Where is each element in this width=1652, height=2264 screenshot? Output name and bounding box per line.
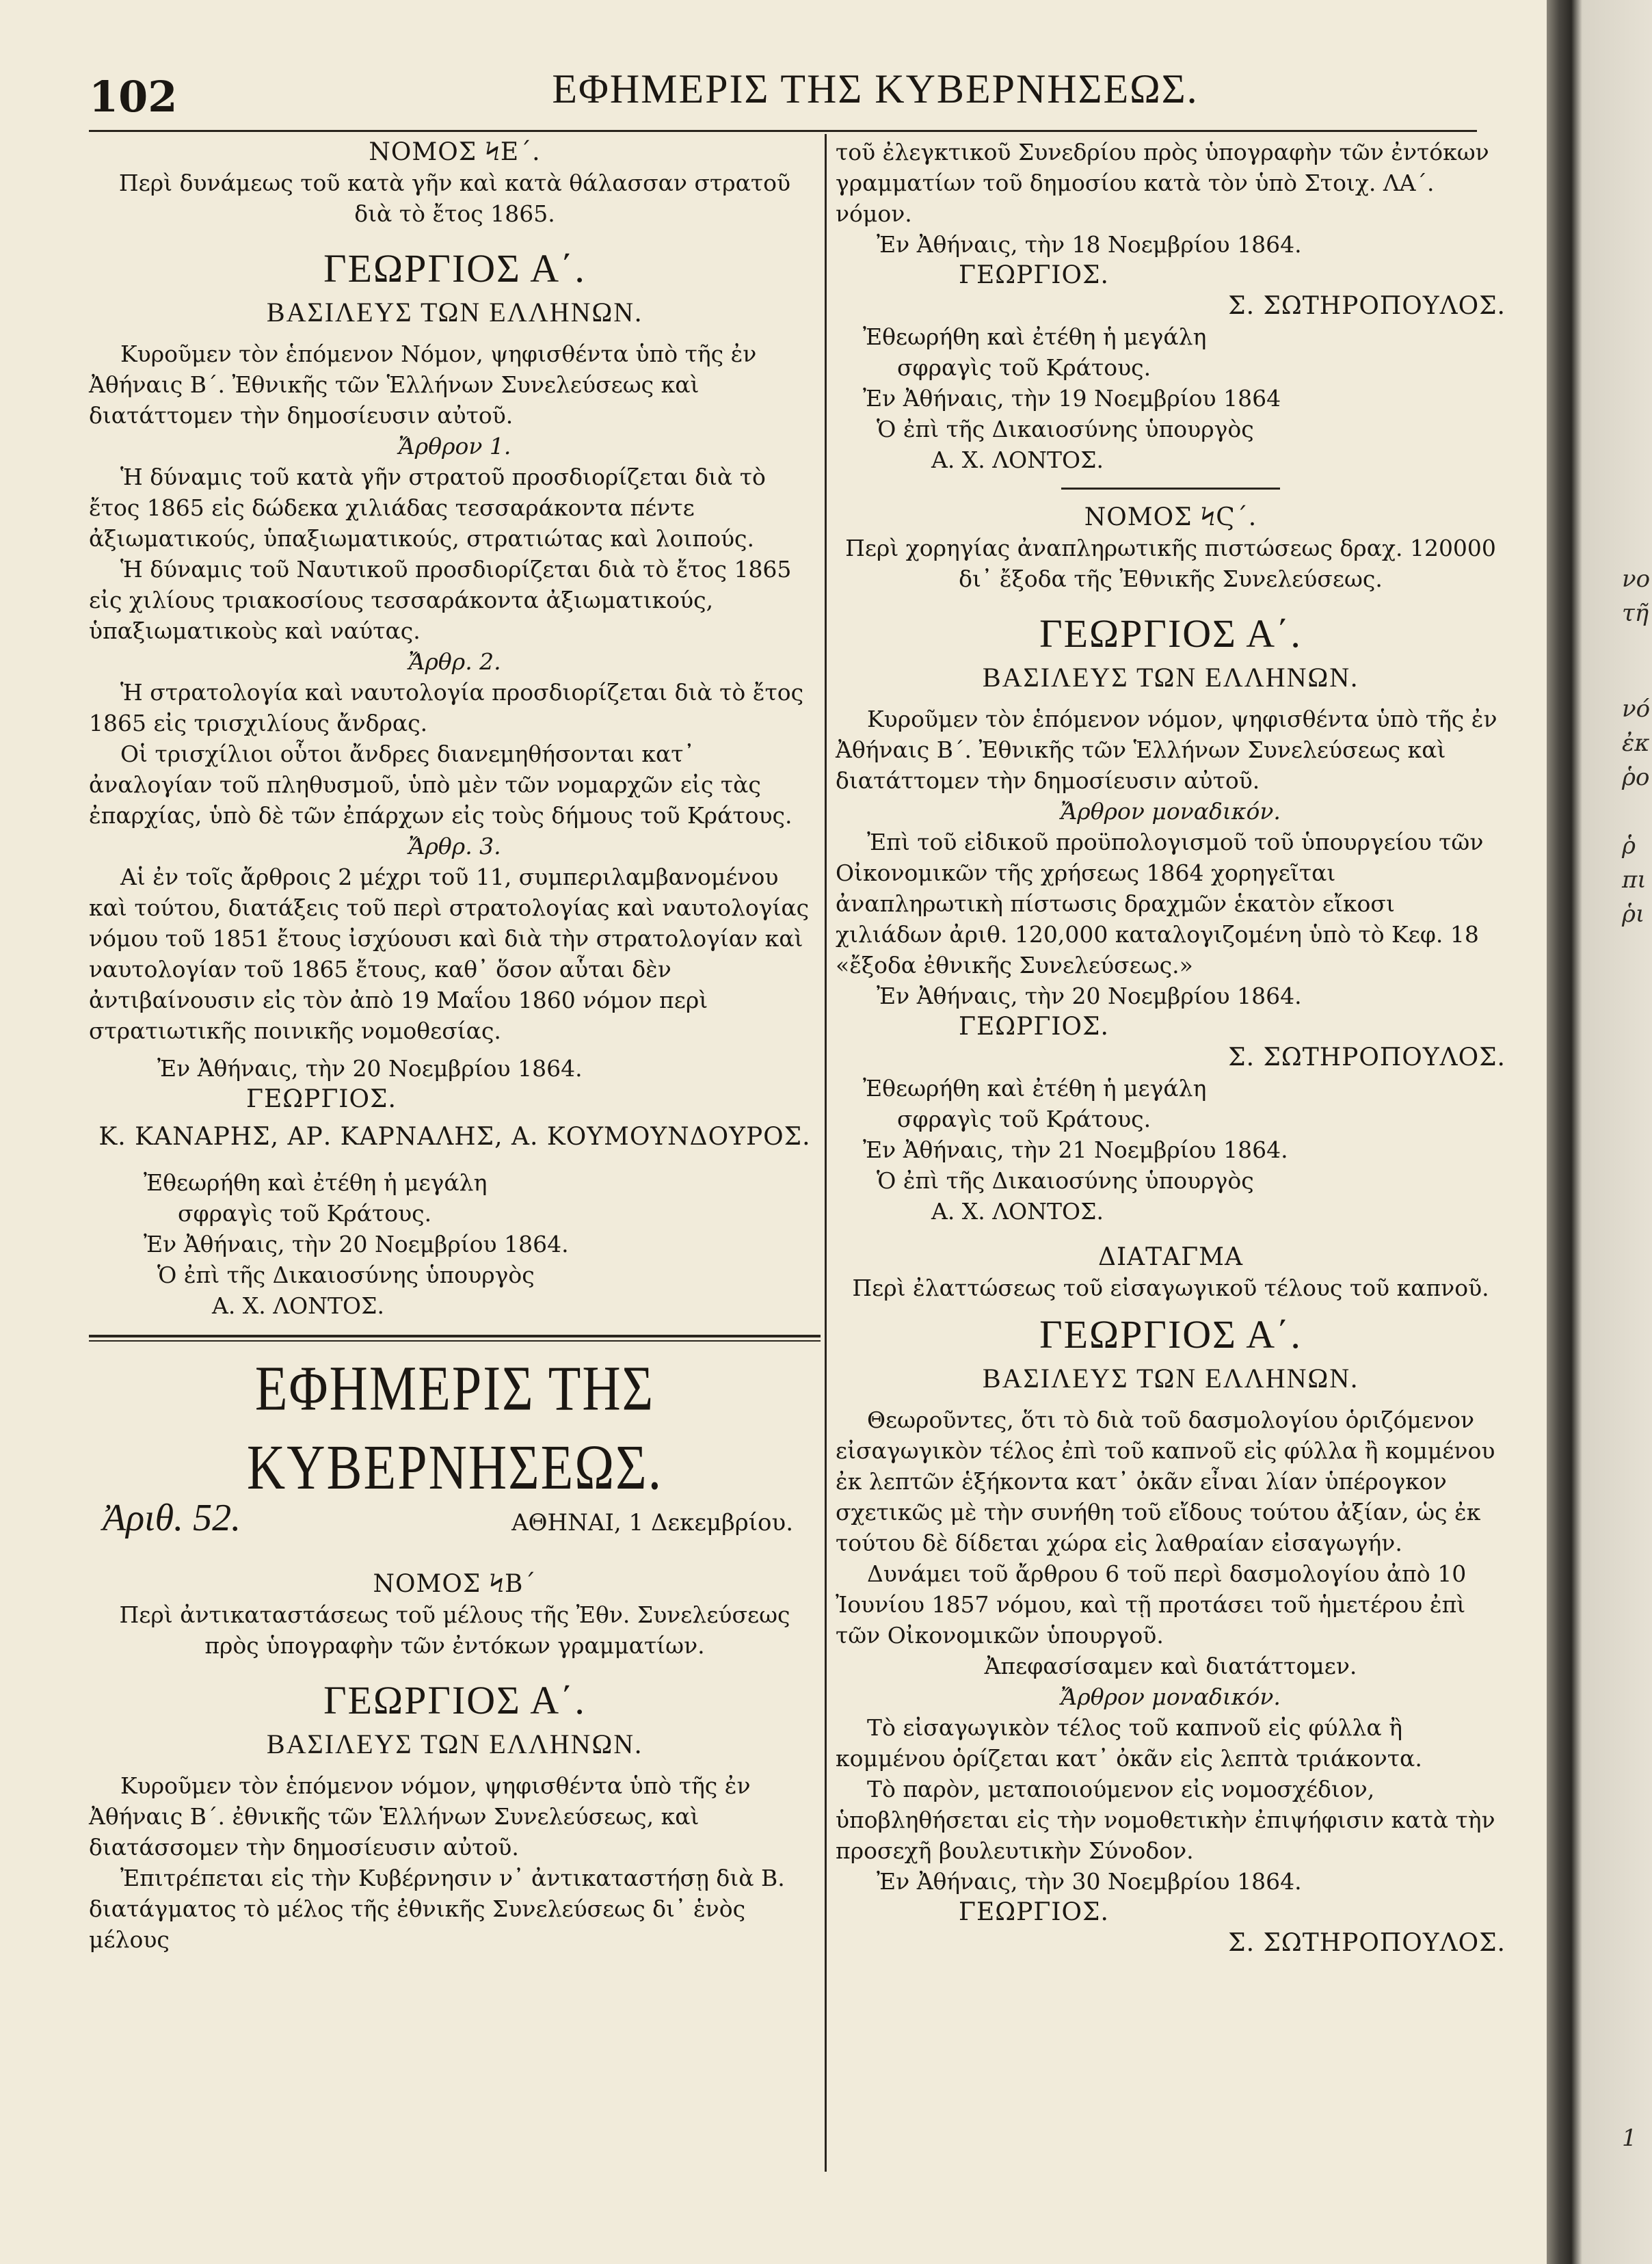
law-subtitle: Περὶ δυνάμεως τοῦ κατὰ γῆν καὶ κατὰ θάλασσαν στρατοῦ	[118, 170, 791, 196]
decree-title: ΔΙΑΤΑΓΜΑ	[1097, 1243, 1244, 1271]
law-intro: Κυροῦμεν τὸν ἑπόμενον Νόμον, ψηφισθέντα ὑπὸ τῆς ἐν Ἀθήναις Β΄. Ἐθνικῆς τῶν Ἑλλήνων Συνελεύσεως καὶ διατάττομεν τὴν δημοσίευσιν αὐτοῦ.	[89, 341, 757, 429]
edge-text-fragment: ῥι	[1622, 901, 1645, 928]
law-subtitle: διὰ τὸ ἔτος 1865.	[354, 200, 555, 227]
header-rule	[89, 130, 1477, 132]
article-paragraph: Οἱ τρισχίλιοι οὗτοι ἄνδρες διανεμηθήσονται κατ᾽ ἀναλογίαν τοῦ πληθυσμοῦ, ὑπὸ μὲν τῶν νομαρχῶν εἰς τὰς ἐπαρχίας, ὑπὸ δὲ τῶν ἐπάρχων εἰς τοὺς δήμους τοῦ Κράτους.	[89, 741, 792, 829]
law-intro: Κυροῦμεν τὸν ἑπόμενον νόμον, ψηφισθέντα ὑπὸ τῆς ἐν Ἀθήναις Β΄. Ἐθνικῆς τῶν Ἑλλήνων Συνελεύσεως καὶ διατάττομεν τὴν δημοσίευσιν αὐτοῦ.	[836, 706, 1497, 794]
law-date: Ἐν Ἀθήναις, τὴν 20 Νοεμβρίου 1864.	[877, 983, 1302, 1009]
article-paragraph: Αἱ ἐν τοῖς ἄρθροις 2 μέχρι τοῦ 11, συμπεριλαμβανομένου καὶ τούτου, διατάξεις τοῦ περὶ στρατολογίας καὶ ναυτολογίας νόμου τοῦ 1851 ἔτους ἰσχύουσι καὶ διὰ τὴν στρατολογίαν καὶ ναυτολογίαν τοῦ 1865 ἔτους, καθ᾽ ὅσον αὗται δὲν ἀντιβαίνουσιν εἰς τὸν ἀπὸ 19 Μαΐου 1860 νόμον περὶ στρατιωτικῆς ποινικῆς νομοθεσίας.	[89, 864, 810, 1044]
seal-minister: Ὁ ἐπὶ τῆς Δικαιοσύνης ὑπουργὸς	[877, 416, 1254, 442]
minister-signature: Σ. ΣΩΤΗΡΟΠΟΥΛΟΣ.	[1228, 292, 1506, 320]
king-title: ΒΑΣΙΛΕΥΣ ΤΩΝ ΕΛΛΗΝΩΝ.	[266, 297, 643, 328]
seal-note: Ἐθεωρήθη καὶ ἐτέθη ἡ μεγάλη	[144, 1169, 488, 1196]
article-paragraph: Ἐπὶ τοῦ εἰδικοῦ προϋπολογισμοῦ τοῦ ὑπουργείου τῶν Οἰκονομικῶν τῆς χρήσεως 1864 χορηγεῖται ἀναπληρωτικὴ πίστωσις δραχμῶν ἑκατὸν εἴκοσι χιλιάδων ἀριθ. 120,000 καταλογιζομένη ὑπὸ τὸ Κεφ. 18 «ἔξοδα ἐθνικῆς Συνελεύσεως.»	[836, 829, 1484, 978]
edge-text-fragment: ῥο	[1622, 764, 1650, 791]
edge-text-fragment: ἐκ	[1622, 730, 1650, 757]
book-binding	[1547, 0, 1652, 2264]
decree-paragraph: Ἀπεφασίσαμεν καὶ διατάττομεν.	[984, 1653, 1357, 1679]
seal-minister-name: Α. Χ. ΛΟΝΤΟΣ.	[931, 1198, 1104, 1225]
king-signature: ΓΕΩΡΓΙΟΣ.	[246, 1085, 397, 1113]
king-name: ΓΕΩΡΓΙΟΣ Α΄.	[323, 1678, 586, 1722]
issue-number: Ἀριθ. 52.	[103, 1497, 241, 1539]
running-head: ΕΦΗΜΕΡΙΣ ΤΗΣ ΚΥΒΕΡΝΗΣΕΩΣ.	[552, 66, 1199, 111]
article-paragraph: Ἡ δύναμις τοῦ κατὰ γῆν στρατοῦ προσδιορίζεται διὰ τὸ ἔτος 1865 εἰς δώδεκα χιλιάδας τεσσαράκοντα πέντε ἀξιωματικούς, ὑπαξιωματικούς, στρατιώτας καὶ λοιπούς.	[89, 464, 766, 552]
minister-signature: Σ. ΣΩΤΗΡΟΠΟΥΛΟΣ.	[1228, 1043, 1506, 1071]
seal-minister: Ὁ ἐπὶ τῆς Δικαιοσύνης ὑπουργὸς	[877, 1167, 1254, 1194]
king-name: ΓΕΩΡΓΙΟΣ Α΄.	[1039, 1312, 1302, 1357]
article-heading: Ἄρθρον 1.	[398, 433, 511, 460]
column-divider	[825, 134, 827, 2172]
article-paragraph: Ἡ δύναμις τοῦ Ναυτικοῦ προσδιορίζεται διὰ τὸ ἔτος 1865 εἰς χιλίους τριακοσίους τεσσαράκοντα ἀξιωματικούς, ὑπαξιωματικοὺς καὶ ναύτας.	[89, 556, 792, 644]
decree-paragraph: Δυνάμει τοῦ ἄρθρου 6 τοῦ περὶ δασμολογίου ἀπὸ 10 Ἰουνίου 1857 νόμου, καὶ τῇ προτάσει τοῦ ἡμετέρου ἐπὶ τῶν Οἰκονομικῶν ὑπουργοῦ.	[836, 1560, 1467, 1649]
edge-text-fragment: 1	[1622, 2125, 1637, 2152]
king-title: ΒΑΣΙΛΕΥΣ ΤΩΝ ΕΛΛΗΝΩΝ.	[982, 1363, 1359, 1394]
law-title: ΝΟΜΟΣ ϞΕ΄.	[369, 138, 541, 166]
king-title: ΒΑΣΙΛΕΥΣ ΤΩΝ ΕΛΛΗΝΩΝ.	[982, 662, 1359, 693]
king-signature: ΓΕΩΡΓΙΟΣ.	[959, 261, 1109, 289]
edge-text-fragment: τῆ	[1622, 600, 1649, 627]
king-signature: ΓΕΩΡΓΙΟΣ.	[959, 1898, 1109, 1926]
law-body: Ἐπιτρέπεται εἰς τὴν Κυβέρνησιν ν᾽ ἀντικαταστήσῃ διὰ Β. διατάγματος τὸ μέλος τῆς ἐθνικῆς Συνελεύσεως δι᾽ ἑνὸς μέλους	[89, 1865, 785, 1953]
seal-date: Ἐν Ἀθήναις, τὴν 19 Νοεμβρίου 1864	[863, 385, 1281, 412]
decree-paragraph: Θεωροῦντες, ὅτι τὸ διὰ τοῦ δασμολογίου ὁριζόμενον εἰσαγωγικὸν τέλος ἐπὶ τοῦ καπνοῦ εἰς φύλλα ἢ κομμένου ἐκ λεπτῶν ἑξήκοντα κατ᾽ ὀκᾶν εἶναι λίαν ὑπέρογκον σχετικῶς μὲ τὴν συνήθη τοῦ εἴδους τούτου ἀξίαν, ὡς ἐκ τούτου δὲ δίδεται χώρα εἰς λαθραίαν εἰσαγωγήν.	[836, 1407, 1495, 1556]
minister-signatures: Κ. ΚΑΝΑΡΗΣ, ΑΡ. ΚΑΡΝΑΛΗΣ, Α. ΚΟΥΜΟΥΝΔΟΥΡΟΣ.	[98, 1123, 811, 1151]
edge-text-fragment: πι	[1622, 866, 1647, 894]
article-heading: Ἄρθρον μοναδικόν.	[1061, 798, 1281, 825]
article-heading: Ἄρθρ. 3.	[408, 833, 501, 860]
law-continuation: τοῦ ἐλεγκτικοῦ Συνεδρίου πρὸς ὑπογραφὴν τῶν ἐντόκων γραμματίων τοῦ δημοσίου κατὰ τὸν ὑπὸ Στοιχ. ΛΑ΄. νόμον.	[836, 139, 1489, 227]
king-signature: ΓΕΩΡΓΙΟΣ.	[959, 1013, 1109, 1041]
seal-minister: Ὁ ἐπὶ τῆς Δικαιοσύνης ὑπουργὸς	[157, 1262, 535, 1288]
seal-minister-name: Α. Χ. ΛΟΝΤΟΣ.	[212, 1292, 384, 1319]
article-heading: Ἄρθρ. 2.	[408, 648, 501, 675]
seal-note: σφραγὶς τοῦ Κράτους.	[178, 1200, 432, 1227]
issue-info	[89, 1497, 821, 1539]
edge-text-fragment: νο	[1622, 565, 1651, 593]
article-paragraph: Τὸ παρὸν, μεταποιούμενον εἰς νομοσχέδιον, ὑποβληθήσεται εἰς τὴν νομοθετικὴν ἐπιψήφισιν κατὰ τὴν προσεχῆ βουλευτικὴν Σύνοδον.	[836, 1776, 1495, 1864]
section-rule	[1061, 488, 1280, 490]
king-name: ΓΕΩΡΓΙΟΣ Α΄.	[1039, 611, 1302, 656]
decree-subtitle: Περὶ ἐλαττώσεως τοῦ εἰσαγωγικοῦ τέλους τοῦ καπνοῦ.	[852, 1275, 1489, 1301]
seal-date: Ἐν Ἀθήναις, τὴν 21 Νοεμβρίου 1864.	[863, 1136, 1288, 1163]
issue-separator	[89, 1335, 821, 1342]
issue-title: ΕΦΗΜΕΡΙΣ ΤΗΣ ΚΥΒΕΡΝΗΣΕΩΣ.	[246, 1352, 663, 1503]
seal-note: σφραγὶς τοῦ Κράτους.	[897, 354, 1151, 381]
law-subtitle: πρὸς ὑπογραφὴν τῶν ἐντόκων γραμματίων.	[204, 1632, 705, 1659]
edge-text-fragment: νό	[1622, 695, 1651, 723]
issue-date: ΑΘΗΝΑΙ, 1 Δεκεμβρίου.	[511, 1509, 793, 1536]
seal-minister-name: Α. Χ. ΛΟΝΤΟΣ.	[931, 447, 1104, 473]
page-number: 102	[89, 72, 178, 122]
law-subtitle: δι᾽ ἔξοδα τῆς Ἐθνικῆς Συνελεύσεως.	[959, 565, 1383, 592]
law-date: Ἐν Ἀθήναις, τὴν 20 Νοεμβρίου 1864.	[157, 1055, 583, 1082]
law-subtitle: Περὶ ἀντικαταστάσεως τοῦ μέλους τῆς Ἐθν. Συνελεύσεως	[119, 1601, 790, 1628]
decree-date: Ἐν Ἀθήναις, τὴν 30 Νοεμβρίου 1864.	[877, 1868, 1302, 1895]
law-intro: Κυροῦμεν τὸν ἑπόμενον νόμον, ψηφισθέντα ὑπὸ τῆς ἐν Ἀθήναις Β΄. ἐθνικῆς τῶν Ἑλλήνων Συνελεύσεως, καὶ διατάσσομεν τὴν δημοσίευσιν αὐτοῦ.	[89, 1772, 751, 1861]
seal-note: Ἐθεωρήθη καὶ ἐτέθη ἡ μεγάλη	[863, 323, 1207, 350]
minister-signature: Σ. ΣΩΤΗΡΟΠΟΥΛΟΣ.	[1228, 1929, 1506, 1957]
law-title: ΝΟΜΟΣ ϞΒ΄	[373, 1570, 537, 1598]
king-name: ΓΕΩΡΓΙΟΣ Α΄.	[323, 246, 586, 291]
seal-date: Ἐν Ἀθήναις, τὴν 20 Νοεμβρίου 1864.	[144, 1231, 569, 1257]
seal-note: Ἐθεωρήθη καὶ ἐτέθη ἡ μεγάλη	[863, 1075, 1207, 1102]
king-title: ΒΑΣΙΛΕΥΣ ΤΩΝ ΕΛΛΗΝΩΝ.	[266, 1729, 643, 1759]
article-paragraph: Ἡ στρατολογία καὶ ναυτολογία προσδιορίζεται διὰ τὸ ἔτος 1865 εἰς τρισχιλίους ἄνδρας.	[89, 679, 804, 736]
seal-note: σφραγὶς τοῦ Κράτους.	[897, 1106, 1151, 1132]
edge-text-fragment: ῥ	[1622, 832, 1636, 860]
law-title: ΝΟΜΟΣ ϞϚ΄.	[1084, 503, 1257, 531]
law-subtitle: Περὶ χορηγίας ἀναπληρωτικῆς πιστώσεως δραχ. 120000	[845, 535, 1496, 561]
right-column	[836, 137, 1506, 1958]
article-paragraph: Τὸ εἰσαγωγικὸν τέλος τοῦ καπνοῦ εἰς φύλλα ἢ κομμένου ὁρίζεται κατ᾽ ὀκᾶν εἰς λεπτὰ τριάκοντα.	[836, 1714, 1422, 1772]
law-date: Ἐν Ἀθήναις, τὴν 18 Νοεμβρίου 1864.	[877, 231, 1302, 258]
article-heading: Ἄρθρον μοναδικόν.	[1061, 1683, 1281, 1710]
left-column	[89, 137, 821, 1955]
